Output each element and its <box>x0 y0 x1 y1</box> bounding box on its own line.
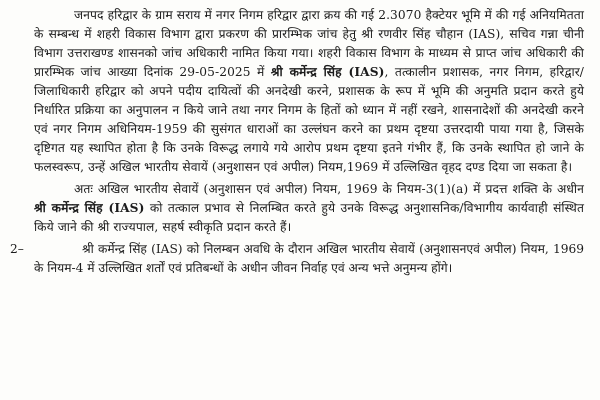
paragraph-text: , तत्कालीन प्रशासक, नगर निगम, हरिद्वार/जिलाधिकारी हरिद्वार को अपने पदीय दायित्वों की अनदेखी करने, प्रशासक के रूप में भूमि की अनुमति प्रदान करते हुये निर्धारित प्रक्रिया का अनुपालन न किये जाने तथा नगर निगम के हितों को ध्यान में नहीं रखने, शासनादेशों की अनदेखी करने एवं नगर निगम अधिनियम-1959 की सुसंगत धाराओं का उल्लंघन करने का प्रथम दृष्टया उत्तरदायी पाया गया है, जिसके दृष्टिगत यह स्थापित होता है कि उनके विरूद्ध लगाये गये आरोप प्रथम दृष्टया इतने गंभीर हैं, कि उनके स्थापित हो जाने के फलस्वरूप, उन्हें अखिल भारतीय सेवायें (अनुशासन एवं अपील) नियम,1969 में उल्लिखित वृहद दण्ड दिया जा सकता है। <box>34 65 584 174</box>
paragraph-text: जनपद हरिद्वार के ग्राम सराय में नगर निगम हरिद्वार द्वारा क्रय की गई 2.3070 हैक्टेयर भूमि में की गई अनियमितता के सम्बन्ध में शहरी विकास विभाग द्वारा प्रकरण की प्रारम्भिक जांच हेतु श्री रणवीर सिंह चौहान (IAS), सचिव गन्ना चीनी विभाग उत्तराखण्ड शासनको जांच अधिकारी नामित किया गया। शहरी विकास विभाग के माध्यम से प्राप्त जांच अधिकारी की प्रारम्भिक जांच आख्या दिनांक 29-05-2025 में <box>34 8 584 79</box>
officer-name: श्री कर्मेन्द्र सिंह (IAS) <box>270 65 385 79</box>
officer-name: श्री कर्मेन्द्र सिंह (IAS) <box>34 201 145 215</box>
paragraph-text: को तत्काल प्रभाव से निलम्बित करते हुये उनके विरूद्ध अनुशासनिक/विभागीय कार्यवाही संस्थित किये जाने की श्री राज्यपाल, सहर्ष स्वीकृति प्रदान करते हैं। <box>34 201 584 234</box>
paragraph-subsistence-allowance <box>10 240 584 278</box>
paragraph-text: अतः अखिल भारतीय सेवायें (अनुशासन एवं अपील) नियम, 1969 के नियम-3(1)(a) में प्रदत्त शक्ति के अधीन <box>74 182 584 196</box>
paragraph-inquiry-findings <box>34 6 584 177</box>
paragraph-suspension-order <box>34 180 584 237</box>
paragraph-text: श्री कर्मेन्द्र सिंह (IAS) को निलम्बन अवधि के दौरान अखिल भारतीय सेवायें (अनुशासनएवं अपील) नियम, 1969 के नियम-4 में उल्लिखित शर्तों एवं प्रतिबन्धों के अधीन जीवन निर्वाह एवं अन्य भत्ते अनुमन्य होंगे। <box>34 242 584 275</box>
paragraph-number: 2– <box>10 242 24 256</box>
